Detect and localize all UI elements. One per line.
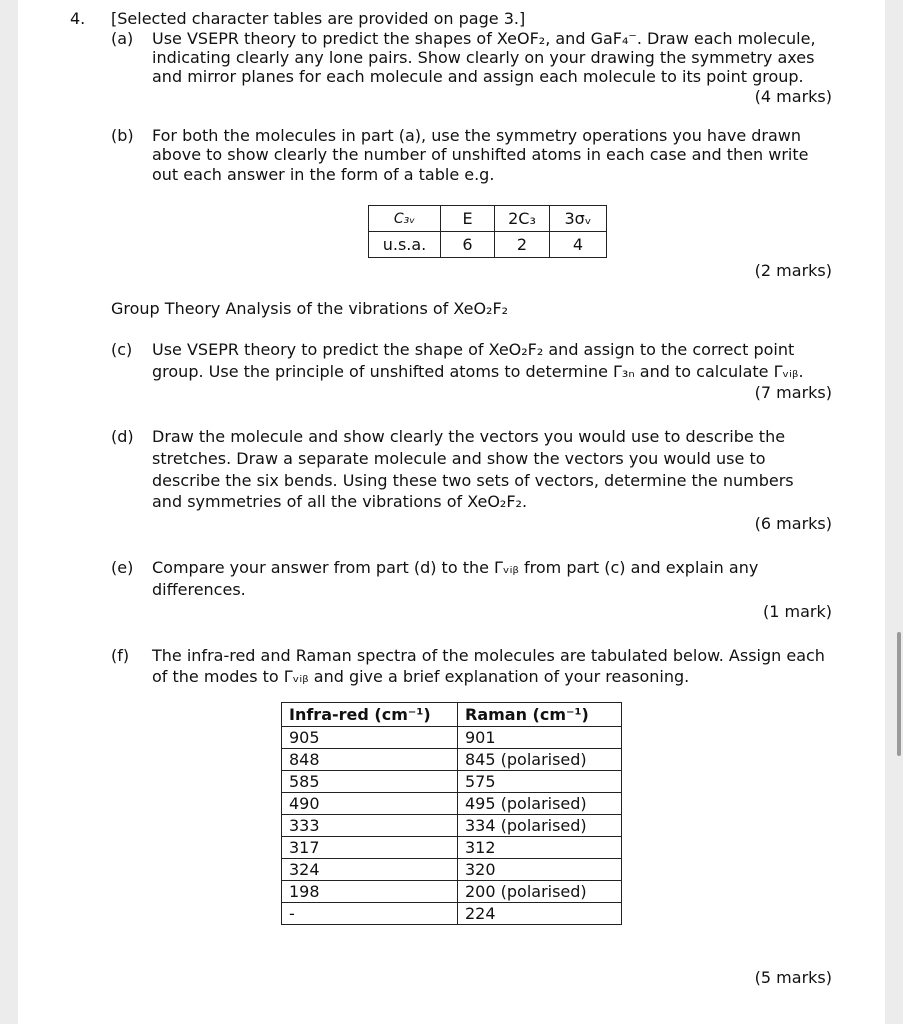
page-margin-right (885, 0, 903, 1024)
scrollbar-thumb[interactable] (897, 632, 901, 756)
spectra-table-row (282, 815, 622, 837)
spectra-table-row (282, 793, 622, 815)
part-e-label: (e) (111, 558, 134, 577)
part-d-line-3: describe the six bends. Using these two sets of vectors, determine the numbers (152, 471, 794, 490)
char-table-header-row (369, 206, 607, 232)
ir-value: - (282, 903, 458, 925)
char-table-cell: 6 (441, 232, 495, 258)
raman-value: 575 (458, 771, 622, 793)
spectra-table-row (282, 859, 622, 881)
ir-value: 333 (282, 815, 458, 837)
raman-value: 495 (polarised) (458, 793, 622, 815)
header-note: [Selected character tables are provided on page 3.] (111, 9, 526, 28)
part-a-line-3: and mirror planes for each molecule and assign each molecule to its point group. (152, 67, 804, 86)
section-heading: Group Theory Analysis of the vibrations of XeO₂F₂ (111, 299, 509, 318)
part-c-line-1: Use VSEPR theory to predict the shape of XeO₂F₂ and assign to the correct point (152, 340, 795, 359)
ir-value: 324 (282, 859, 458, 881)
char-table-header: 2C₃ (495, 206, 550, 232)
raman-value: 334 (polarised) (458, 815, 622, 837)
part-f-line-1: The infra-red and Raman spectra of the molecules are tabulated below. Assign each (152, 646, 825, 665)
part-d-line-4: and symmetries of all the vibrations of XeO₂F₂. (152, 492, 528, 511)
spectra-table-row (282, 837, 622, 859)
part-b-label: (b) (111, 126, 134, 145)
part-b-marks: (2 marks) (754, 261, 832, 280)
char-table-row-label: u.s.a. (369, 232, 441, 258)
part-f-label: (f) (111, 646, 130, 665)
part-a-line-1: Use VSEPR theory to predict the shapes of XeOF₂, and GaF₄⁻. Draw each molecule, (152, 29, 816, 48)
ir-value: 848 (282, 749, 458, 771)
part-d-line-1: Draw the molecule and show clearly the vectors you would use to describe the (152, 427, 786, 446)
char-table-header: E (441, 206, 495, 232)
ir-value: 317 (282, 837, 458, 859)
spectra-header-raman: Raman (cm⁻¹) (458, 703, 622, 727)
part-e-line-2: differences. (152, 580, 246, 599)
part-d-marks: (6 marks) (754, 514, 832, 533)
raman-value: 312 (458, 837, 622, 859)
part-e-marks: (1 mark) (763, 602, 832, 621)
raman-value: 200 (polarised) (458, 881, 622, 903)
document-page (18, 0, 885, 1024)
spectra-table-row (282, 903, 622, 925)
spectra-table-row (282, 771, 622, 793)
char-table-value-row (369, 232, 607, 258)
example-character-table (368, 205, 607, 258)
raman-value: 320 (458, 859, 622, 881)
spectra-table-header-row (282, 703, 622, 727)
raman-value: 901 (458, 727, 622, 749)
spectra-table-row (282, 727, 622, 749)
part-c-marks: (7 marks) (754, 383, 832, 402)
ir-value: 905 (282, 727, 458, 749)
spectra-table-row (282, 749, 622, 771)
part-a-marks: (4 marks) (754, 87, 832, 106)
spectra-table-row (282, 881, 622, 903)
part-b-line-3: out each answer in the form of a table e.g. (152, 165, 495, 184)
part-d-label: (d) (111, 427, 134, 446)
spectra-header-ir: Infra-red (cm⁻¹) (282, 703, 458, 727)
ir-value: 585 (282, 771, 458, 793)
part-c-label: (c) (111, 340, 133, 359)
question-number: 4. (70, 9, 86, 28)
page-margin-left (0, 0, 18, 1024)
part-d-line-2: stretches. Draw a separate molecule and show the vectors you would use to (152, 449, 766, 468)
char-table-cell: 4 (550, 232, 607, 258)
part-a-line-2: indicating clearly any lone pairs. Show clearly on your drawing the symmetry axes (152, 48, 815, 67)
char-table-group: C₃ᵥ (369, 206, 441, 232)
part-b-line-1: For both the molecules in part (a), use the symmetry operations you have drawn (152, 126, 802, 145)
ir-value: 198 (282, 881, 458, 903)
part-c-line-2: group. Use the principle of unshifted atoms to determine Γ₃ₙ and to calculate Γᵥᵢᵦ. (152, 362, 804, 381)
raman-value: 224 (458, 903, 622, 925)
spectra-table (281, 702, 622, 925)
char-table-header: 3σᵥ (550, 206, 607, 232)
char-table-cell: 2 (495, 232, 550, 258)
part-f-line-2: of the modes to Γᵥᵢᵦ and give a brief explanation of your reasoning. (152, 667, 690, 686)
ir-value: 490 (282, 793, 458, 815)
part-e-line-1: Compare your answer from part (d) to the Γᵥᵢᵦ from part (c) and explain any (152, 558, 759, 577)
raman-value: 845 (polarised) (458, 749, 622, 771)
part-a-label: (a) (111, 29, 134, 48)
part-b-line-2: above to show clearly the number of unshifted atoms in each case and then write (152, 145, 809, 164)
part-f-marks: (5 marks) (754, 968, 832, 987)
